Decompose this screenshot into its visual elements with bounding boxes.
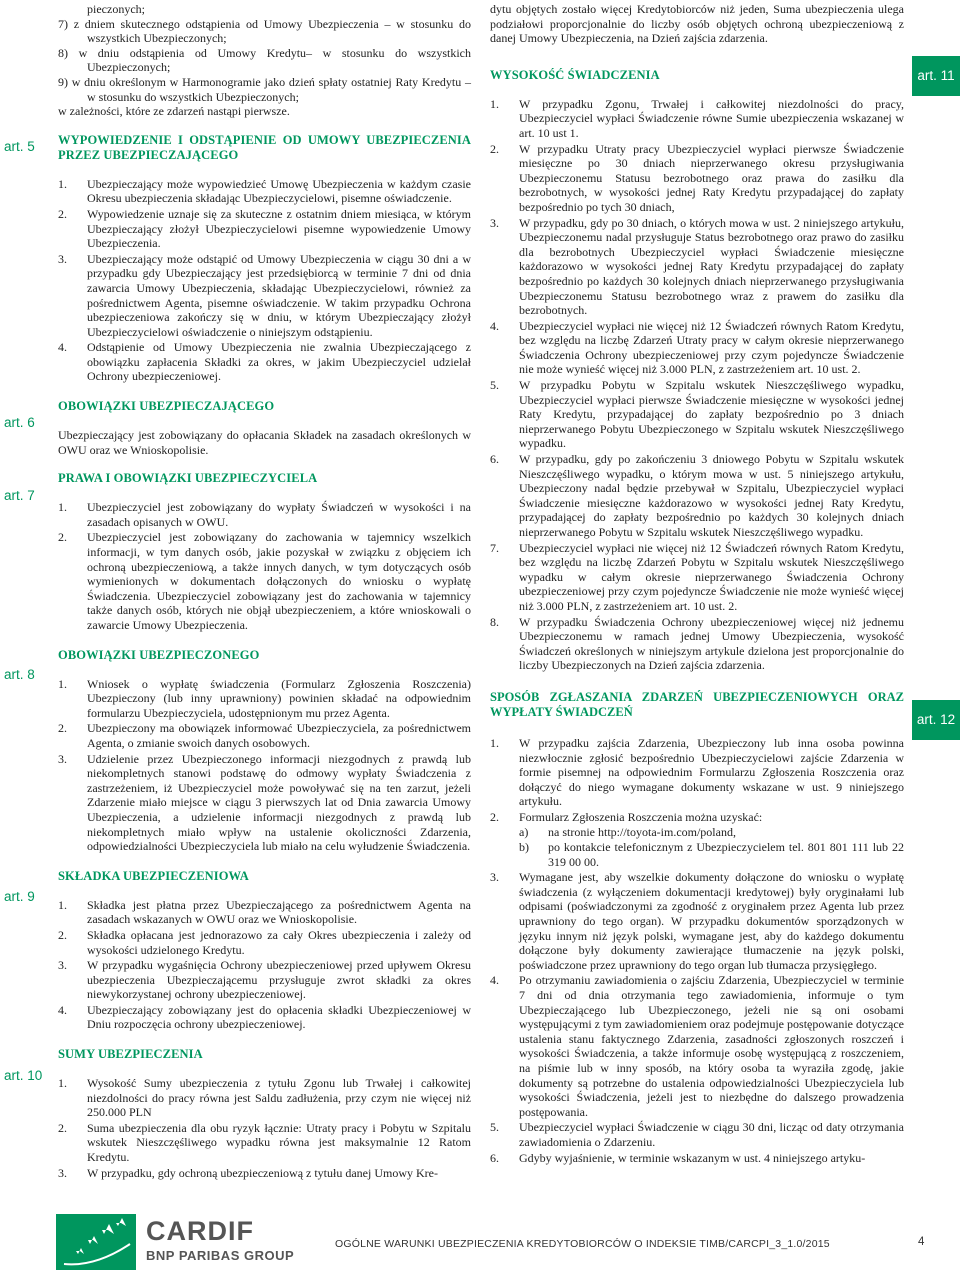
list-item	[58, 530, 471, 632]
section-heading: WYPOWIEDZENIE I ODSTĄPIENIE OD UMOWY UBEZPIECZENIA PRZEZ UBEZPIECZAJĄCEGO	[58, 132, 471, 162]
list-item	[490, 1120, 904, 1149]
item-text: Po otrzymaniu zawiadomienia o zajściu Zdarzenia, Ubezpieczyciel w terminie 7 dni od dnia otrzymania tego zawiadomienia, informuje o tym Ubezpieczającego lub Ubezpieczonego, jeżeli nie są oni osobami występującymi z tym zawiadomieniem oraz podejmuje postępowanie dotyczące ustalenia stanu faktycznego Zdarzenia, zasadności zgłoszonych roszczeń i wysokości Świadczenia, a także informuje osobę występującą z roszczeniem, na piśmie lub w inny sposób, na który osoba ta wyraziła zgodę, jakie dokumenty są potrzebne do ustalenia odpowiedzialności Ubezpieczyciela lub wysokości Świadczenia, jeżeli jest to niezbędne do dalszego prowadzenia postępowania.	[519, 973, 904, 1119]
list-item	[58, 252, 471, 340]
item-text: W przypadku Zgonu, Trwałej i całkowitej niezdolności do pracy, Ubezpieczyciel wypłaci Świadczenie równe Sumie ubezpieczenia wskazanej w art. 10 ust 1.	[519, 96, 904, 140]
item-text: Formularz Zgłoszenia Roszczenia można uzyskać:	[519, 809, 763, 824]
article-label-6: art. 6	[4, 415, 35, 430]
item-text: W przypadku zajścia Zdarzenia, Ubezpieczony lub inna osoba powinna niezwłocznie zgłosić bezpośrednio Ubezpieczycielowi zajście Zdarzenia w formie pisemnej na odpowiednim Formularzu Zgłoszenia Roszczenia oraz dołączyć do niego wymagane dokumenty wskazane w ust. 9 niniejszego artykułu.	[519, 735, 904, 809]
item-number: 1.	[58, 500, 67, 515]
article-label-7: art. 7	[4, 488, 35, 503]
item-text: Ubezpieczyciel wypłaci nie więcej niż 12 Świadczeń równych Ratom Kredytu, bez względu na liczbę Zdarzeń Utraty pracy w całym okresie nieprzerwanego Świadczenia Ochrony ubezpieczeniowej przy czym pojedyncze Świadczenie nie może wynieść więcej niż 3.000 PLN, z zastrzeżeniem art. 10 ust. 2.	[519, 318, 904, 377]
section-art6	[58, 399, 471, 457]
sub-item-letter: b)	[519, 840, 529, 855]
list-item	[58, 1003, 471, 1032]
item-number: 4.	[490, 318, 499, 333]
item-number: 1.	[58, 676, 67, 691]
item-number: 2.	[58, 530, 67, 545]
item-text: W przypadku Świadczenia Ochrony ubezpieczeniowej więcej niż jednemu Ubezpieczonemu w ramach jednej Umowy Ubezpieczenia, wysokość Świadczeń określonych w niniejszym artykule dzielona jest proporcjonalnie do liczby Ubezpieczonych na Dzień zajścia zdarzenia.	[519, 614, 904, 673]
item-text: Udzielenie przez Ubezpieczonego informacji niezgodnych z prawdą lub niekompletnych stanowi podstawę do odmowy wypłaty Świadczenia z zastrzeżeniem, iż Ubezpieczyciel może powoływać się na ten zarzut, jeżeli Zdarzenie miało miejsce w ciągu 3 pierwszych lat od Dnia zawarcia Umowy Ubezpieczenia, a udzielenie informacji niezgodnych z prawdą lub niekompletnych miało wpływ na ustalenie okoliczności Zdarzenia, odpowiedzialności Ubezpieczyciela lub miało na celu wyłudzenie Świadczenia.	[87, 751, 471, 854]
item-text: Wysokość Sumy ubezpieczenia z tytułu Zgonu lub Trwałej i całkowitej niezdolności do pracy równa jest Saldu zadłużenia, przy czym nie więcej niż 250.000 PLN	[87, 1076, 471, 1120]
section-heading: SUMY UBEZPIECZENIA	[58, 1047, 203, 1062]
item-number: 4.	[58, 340, 67, 355]
continuation-line: w zależności, które ze zdarzeń nastąpi pierwsze.	[58, 104, 290, 119]
continuation-block	[58, 2, 471, 119]
list-item	[58, 928, 471, 957]
list-item	[490, 736, 904, 809]
item-number: 1.	[58, 1076, 67, 1091]
sub-list-item	[519, 825, 904, 840]
item-number: 3.	[58, 1165, 67, 1180]
item-text: Ubezpieczający może odstąpić od Umowy Ubezpieczenia w ciągu 30 dni a w przypadku gdy Ubezpieczający jest przedsiębiorcą w terminie 7 dni od dnia zawarcia Umowy Ubezpieczenia, składając Ubezpieczycielowi, również za pośrednictwem Agenta, pisemne oświadczenie. W takim przypadku Ochrona ubezpieczeniowa zakończy się w dniu, w którym Ubezpieczający złożył Ubezpieczycielowi oświadczenie o niniejszym odstąpieniu.	[87, 251, 471, 339]
item-text: Składka jest płatna przez Ubezpieczającego za pośrednictwem Agenta na zasadach wskazanych w OWU oraz we Wnioskopolisie.	[87, 897, 471, 927]
list-item	[490, 319, 904, 377]
list-item	[58, 207, 471, 251]
item-text: Ubezpieczyciel wypłaci Świadczenie w ciągu 30 dni, licząc od daty otrzymania zawiadomienia o Zdarzeniu.	[519, 1120, 904, 1149]
item-text: Odstąpienie od Umowy Ubezpieczenia nie zwalnia Ubezpieczającego z obowiązku zapłacenia Składki za okres, w jakim Ubezpieczyciel udzielał Ochrony ubezpieczeniowej.	[87, 340, 471, 384]
item-number: 6.	[490, 452, 499, 467]
list-item	[58, 177, 471, 206]
item-number: 3.	[58, 958, 67, 973]
list-item	[490, 870, 904, 972]
cardif-logo	[56, 1214, 356, 1270]
sub-item-letter: a)	[519, 824, 529, 839]
article-label-11: art. 11	[912, 56, 960, 96]
list-item	[490, 378, 904, 451]
list-item	[58, 1121, 471, 1165]
item-text: W przypadku wygaśnięcia Ochrony ubezpieczeniowej przed upływem Okresu ubezpieczenia Ubezpieczającemu przysługuje zwrot składki za okres niewykorzystanej ochrony ubezpieczeniowej.	[87, 958, 471, 1002]
section-heading: SKŁADKA UBEZPIECZENIOWA	[58, 868, 249, 883]
item-text: Suma ubezpieczenia dla obu ryzyk łącznie: Utraty pracy i Pobytu w Szpitalu wskutek Nieszczęśliwego wypadku równa jest maksymalnie 12 Ratom Kredytu.	[87, 1120, 471, 1165]
item-number: 4.	[490, 973, 499, 988]
item-text: Ubezpieczyciel jest zobowiązany do zachowania w tajemnicy wszelkich informacji, w tym danych osób, jakie pozyskał w związku z objęciem ich ochroną ubezpieczeniową, a także innych danych, w tym dotyczących osób wymienionych w dokumentach dołączonych do wniosku o wypłatę Świadczenia. Ubezpieczyciel zobowiązany jest do zachowania w tajemnicy także danych osób, których nie objął ubezpieczeniem, a które wnioskowali o zawarcie Umowy Ubezpieczenia.	[87, 530, 471, 632]
section-art12	[490, 690, 904, 1165]
continuation-line: pieczonych;	[87, 2, 145, 16]
list-item	[490, 97, 904, 141]
item-number: 1.	[58, 176, 67, 191]
item-text: Ubezpieczający może wypowiedzieć Umowę Ubezpieczenia w każdym czasie Okresu ubezpieczenia składając Ubezpieczycielowi, pisemne oświadczenie.	[87, 176, 471, 206]
article-label-10: art. 10	[4, 1068, 43, 1083]
continuation-line: 7) z dniem skutecznego odstąpienia od Umowy Ubezpieczenia – w stosunku do wszystkich Ubezpieczonych;	[58, 16, 471, 46]
list-item	[490, 216, 904, 318]
list-item	[490, 541, 904, 614]
item-number: 2.	[58, 1120, 67, 1135]
section-art8	[58, 648, 471, 854]
list-item	[490, 615, 904, 673]
item-text: Wypowiedzenie uznaje się za skuteczne z ostatnim dniem miesiąca, w którym Ubezpieczający złożył Ubezpieczycielowi pisemne wypowiedzenie Umowy Ubezpieczenia.	[87, 206, 471, 251]
section-art7	[58, 471, 471, 632]
item-number: 2.	[490, 809, 499, 824]
section-heading: WYSOKOŚĆ ŚWIADCZENIA	[490, 67, 660, 82]
section-art10	[58, 1047, 471, 1180]
list-item	[58, 1076, 471, 1120]
list-item	[58, 721, 471, 750]
item-text: W przypadku, gdy ochroną ubezpieczeniową z tytułu danej Umowy Kre-	[87, 1165, 438, 1180]
section-heading: PRAWA I OBOWIĄZKI UBEZPIECZYCIELA	[58, 471, 318, 486]
right-column	[490, 2, 904, 1166]
page-number: 4	[918, 1236, 925, 1248]
section-art9	[58, 869, 471, 1032]
list-item	[58, 340, 471, 384]
list-item	[58, 898, 471, 927]
section-heading: SPOSÓB ZGŁASZANIA ZDARZEŃ UBEZPIECZENIOWYCH ORAZ WYPŁATY ŚWIADCZEŃ	[490, 689, 904, 719]
sub-item-text: na stronie http://toyota-im.com/poland,	[548, 824, 736, 839]
footer-document-title: OGÓLNE WARUNKI UBEZPIECZENIA KREDYTOBIORCÓW O INDEKSIE TIMB/CARCPI_3_1.0/2015	[335, 1238, 830, 1250]
item-number: 1.	[58, 897, 67, 912]
item-number: 1.	[490, 735, 499, 750]
item-number: 2.	[490, 141, 499, 156]
item-number: 5.	[490, 1120, 499, 1135]
list-item	[490, 973, 904, 1119]
item-number: 7.	[490, 540, 499, 555]
sub-item-text: po kontakcie telefonicznym z Ubezpieczycielem tel. 801 801 111 lub 22 319 00 00.	[548, 840, 904, 869]
item-text: W przypadku Pobytu w Szpitalu wskutek Nieszczęśliwego wypadku, Ubezpieczyciel wypłaci pierwsze Świadczenie miesięczne w wysokości jednej Raty Kredytu, przypadającej do zapłaty bezpośrednio po 3 dniach nieprzerwanego Pobytu Ubezpieczonego w Szpitalu wskutek Nieszczęśliwego wypadku.	[519, 378, 904, 451]
section-art5	[58, 133, 471, 384]
section-art11	[490, 68, 904, 673]
left-column	[58, 2, 471, 1181]
list-item	[490, 142, 904, 215]
item-number: 6.	[490, 1150, 499, 1165]
sub-list-item	[519, 840, 904, 869]
item-number: 1.	[490, 96, 499, 111]
item-number: 2.	[58, 206, 67, 221]
item-text: Wymagane jest, aby wszelkie dokumenty dołączone do wniosku o wypłatę świadczenia (z wyłączeniem dokumentacji kredytowej) były oryginałami lub odpisami (poświadczonymi za zgodność z oryginałem przez Agenta lub przez uprawniony do tego organ). W przypadku dokumentów sporządzonych w języku innym niż język polski, wymagane jest, aby do każdego dokumentu dołączone były dokumenty zawierające tłumaczenie na język polski, poświadczone przez uprawniony do tego organ lub tłumacza przysięgłego.	[519, 870, 904, 972]
item-text: Ubezpieczyciel wypłaci nie więcej niż 12 Świadczeń równych Ratom Kredytu, bez względu na liczbę Zdarzeń Pobytu w Szpitalu wskutek Nieszczęśliwego wypadku w całym okresie nieprzerwanego Świadczenia Ochrony ubezpieczeniowej przy czym pojedyncze Świadczenie nie może wynieść więcej niż 3.000 PLN, z zastrzeżeniem art. 10 ust. 2.	[519, 540, 904, 613]
item-text: Ubezpieczający zobowiązany jest do opłacenia składki Ubezpieczeniowej w Dniu rozpoczęcia ochrony ubezpieczeniowej.	[87, 1002, 471, 1032]
continuation-line: 9) w dniu określonym w Harmonogramie jako dzień spłaty ostatniej Raty Kredytu – w stosunku do wszystkich Ubezpieczonych;	[58, 74, 471, 104]
item-text: W przypadku, gdy po 30 dniach, o których mowa w ust. 2 niniejszego artykułu, Ubezpieczonemu nadal przysługuje Status bezrobotnego oraz prawo do zasiłku dla bezrobotnych Ubezpieczyciel wypłaci Świadczenie miesięczne każdorazowo w wysokości jednej Raty Kredytu przypadającej do zapłaty bezpośrednio po każdych 30 kolejnych dniach nieprzerwanego przysługiwania Ubezpieczonemu Statusu bezrobotnego wraz z prawem do zasiłku dla bezrobotnych.	[519, 215, 904, 318]
list-item	[490, 810, 904, 869]
item-number: 3.	[490, 215, 499, 230]
logo-subtitle: BNP PARIBAS GROUP	[146, 1248, 295, 1263]
item-text: Ubezpieczony ma obowiązek informować Ubezpieczyciela, za pośrednictwem Agenta, o zmianie swoich danych osobowych.	[87, 721, 471, 750]
item-text: Ubezpieczyciel jest zobowiązany do wypłaty Świadczeń w wysokości i na zasadach opisanych w OWU.	[87, 500, 471, 529]
bnp-stars-icon	[56, 1214, 136, 1270]
continuation-text: dytu objętych zostało więcej Kredytobiorców niż jeden, Suma ubezpieczenia ulega podziałowi proporcjonalnie do liczby osób objętych ochroną ubezpieczeniową z danej Umowy Ubezpieczenia, na Dzień zajścia zdarzenia.	[490, 2, 904, 46]
logo-wordmark: CARDIF	[146, 1216, 254, 1246]
item-text: Wniosek o wypłatę świadczenia (Formularz Zgłoszenia Roszczenia) Ubezpieczony (lub inny uprawniony) powinien składać na odpowiednim formularzu Ubezpieczyciela, udostępnionym mu przez Agenta.	[87, 676, 471, 720]
item-number: 3.	[58, 251, 67, 266]
item-number: 5.	[490, 378, 499, 393]
list-item	[58, 752, 471, 854]
continuation-line: 8) w dniu odstąpienia od Umowy Kredytu– w stosunku do wszystkich Ubezpieczonych;	[58, 45, 471, 75]
item-number: 4.	[58, 1002, 67, 1017]
section-heading: OBOWIĄZKI UBEZPIECZONEGO	[58, 647, 260, 662]
section-heading: OBOWIĄZKI UBEZPIECZAJĄCEGO	[58, 399, 275, 414]
item-number: 2.	[58, 927, 67, 942]
list-item	[58, 958, 471, 1002]
article-label-8: art. 8	[4, 667, 35, 682]
list-item	[58, 677, 471, 721]
list-item	[58, 1166, 471, 1181]
article-label-12: art. 12	[912, 700, 960, 740]
item-number: 8.	[490, 614, 499, 629]
item-number: 3.	[490, 870, 499, 885]
item-number: 3.	[58, 751, 67, 766]
article-label-5: art. 5	[4, 139, 35, 154]
item-text: Gdyby wyjaśnienie, w terminie wskazanym w ust. 4 niniejszego artyku-	[519, 1150, 866, 1165]
section-text: Ubezpieczający jest zobowiązany do opłacania Składek na zasadach określonych w OWU oraz we Wnioskopolisie.	[58, 428, 471, 457]
item-text: Składka opłacana jest jednorazowo za cały Okres ubezpieczenia i zależy od wysokości udzielonego Kredytu.	[87, 927, 471, 957]
item-number: 2.	[58, 721, 67, 736]
article-label-9: art. 9	[4, 889, 35, 904]
list-item	[58, 500, 471, 529]
item-text: W przypadku Utraty pracy Ubezpieczyciel wypłaci pierwsze Świadczenie miesięczne po 30 dniach nieprzerwanego okresu przysługiwania Ubezpieczonemu Statusu bezrobotnego oraz prawa do zasiłku dla bezrobotnych, w wysokości jednej Raty Kredytu przypadającej do zapłaty bezpośrednio po tych 30 dniach,	[519, 141, 904, 214]
list-item	[490, 452, 904, 540]
item-text: W przypadku, gdy po zakończeniu 3 dniowego Pobytu w Szpitalu wskutek Nieszczęśliwego wypadku, o którym mowa w ust. 5 niniejszego artykułu, Ubezpieczony nadal będzie przebywał w Szpitalu, Ubezpieczyciel wypłaci Świadczenie miesięczne każdorazowo w wysokości jednej Raty Kredytu, przypadającej do zapłaty bezpośrednio po każdych 30 kolejnych dniach nieprzerwanego Pobytu w Szpitalu wskutek Nieszczęśliwego wypadku.	[519, 452, 904, 539]
list-item	[490, 1151, 904, 1166]
